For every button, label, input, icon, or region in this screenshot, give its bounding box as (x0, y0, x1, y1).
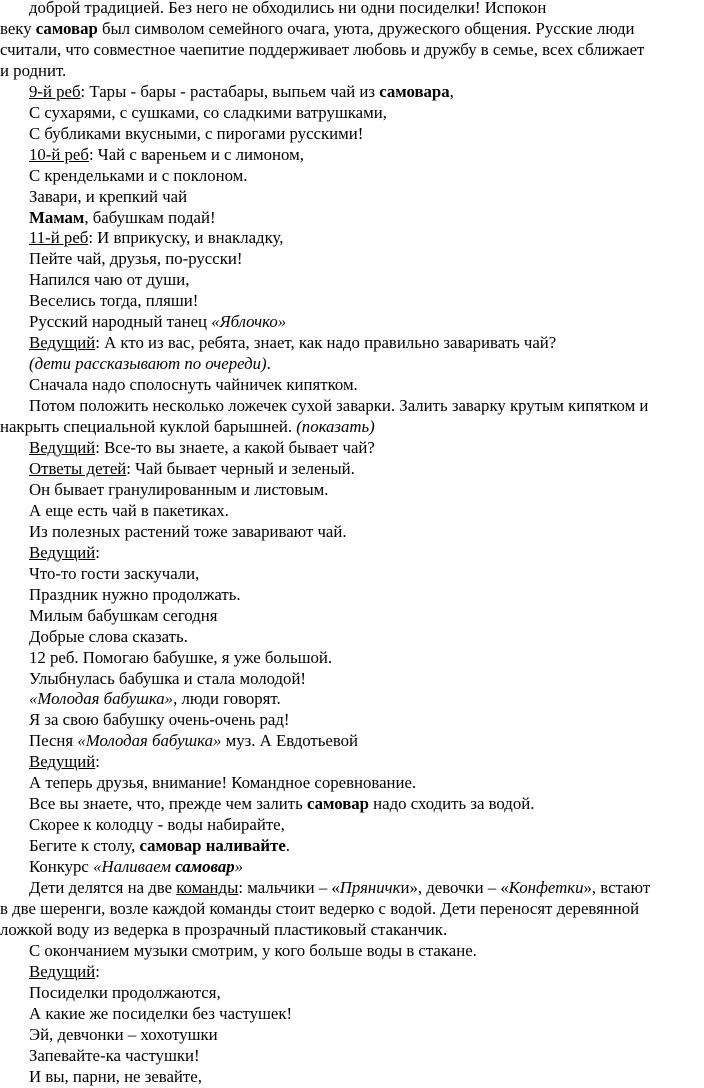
text-line (0, 480, 702, 501)
text-run: А какие же посиделки без частушек! (29, 1003, 293, 1023)
text-run: ложкой воду из ведерка в прозрачный пластиковый стаканчик. (0, 919, 448, 939)
text-run: С сухарями, с сушками, со сладкими ватрушками, (29, 102, 387, 122)
text-line (0, 0, 702, 19)
text-run: С бубликами вкусными, с пирогами русскими! (29, 123, 364, 143)
text-run: Завари, и крепкий чай (29, 186, 188, 206)
text-run: самовар (306, 794, 369, 814)
text-run: : (95, 542, 100, 562)
text-line (0, 375, 702, 396)
text-line (0, 815, 702, 836)
text-run: команды (176, 878, 239, 898)
text-line (0, 962, 702, 983)
text-run: : Тары - бары - растабары, выпьем чай из (80, 81, 380, 101)
text-run: надо сходить за водой. (368, 794, 535, 814)
text-line (0, 438, 702, 459)
text-run: », встают (583, 878, 651, 898)
text-line (0, 228, 702, 249)
text-line (0, 501, 702, 522)
text-line (0, 543, 702, 564)
text-run: самовар (35, 18, 98, 38)
text-line (0, 354, 702, 375)
text-run: «Молодая бабушка» (29, 689, 174, 709)
text-run: . (266, 354, 271, 374)
text-run: (показать) (296, 417, 375, 437)
text-run: А еще есть чай в пакетиках. (29, 500, 229, 520)
text-run: (дети рассказывают по очереди) (29, 354, 267, 374)
text-run: : Чай бывает черный и зеленый. (126, 458, 355, 478)
text-line (0, 627, 702, 648)
text-line (0, 648, 702, 669)
text-line (0, 794, 702, 815)
text-run: Я за свою бабушку очень-очень рад! (29, 710, 290, 730)
text-run: Потом положить несколько ложечек сухой заварки. Залить заварку крутым кипятком и (29, 396, 649, 416)
text-run: , бабушкам подай! (84, 207, 216, 227)
text-run: Ведущий (29, 333, 96, 353)
text-run: Из полезных растений тоже заваривают чай. (29, 521, 347, 541)
text-line (0, 878, 702, 899)
text-run: С крендельками и с поклоном. (29, 165, 248, 185)
text-run: А теперь друзья, внимание! Командное соревнование. (29, 773, 417, 793)
text-run: Добрые слова сказать. (29, 626, 188, 646)
text-run: . (285, 836, 290, 856)
text-line (0, 19, 702, 40)
text-run: самовар (175, 857, 235, 877)
text-run: Сначала надо сполоснуть чайничек кипятком. (29, 375, 358, 395)
text-run: С окончанием музыки смотрим, у кого больше воды в стакане. (29, 940, 477, 960)
text-line (0, 857, 702, 878)
text-run: считали, что совместное чаепитие поддерживает любовь и дружбу в семье, всех сближает (0, 39, 645, 59)
text-line (0, 1025, 702, 1046)
text-run: Эй, девчонки – хохотушки (29, 1024, 218, 1044)
text-run: И вы, парни, не зевайте, (29, 1066, 202, 1086)
text-run: Русский народный танец (29, 312, 212, 332)
text-run: «Яблочко» (211, 312, 287, 332)
text-run: Ответы детей (29, 458, 127, 478)
text-run: Мамам (29, 207, 85, 227)
text-run: 11-й реб (29, 228, 89, 248)
text-run: Песня (29, 731, 78, 751)
text-line (0, 983, 702, 1004)
text-run: : Чай с вареньем и с лимоном, (88, 144, 304, 164)
text-run: Праздник нужно продолжать. (29, 584, 241, 604)
text-line (0, 333, 702, 354)
text-run: доброй традицией. Без него не обходились ни одни посиделки! Испокон (29, 0, 547, 17)
text-run: 10-й реб (29, 144, 89, 164)
text-run: Пейте чай, друзья, по-русски! (29, 249, 243, 269)
text-run: муз. А Евдотьевой (221, 731, 359, 751)
text-line (0, 249, 702, 270)
text-run: Бегите к столу, (29, 836, 140, 856)
text-run: и роднит. (0, 60, 67, 80)
text-line (0, 941, 702, 962)
text-line (0, 836, 702, 857)
text-line (0, 899, 702, 920)
text-line (0, 291, 702, 312)
text-run: «Молодая бабушка» (77, 731, 222, 751)
text-line (0, 396, 702, 417)
text-line (0, 564, 702, 585)
text-line (0, 606, 702, 627)
text-run: : Все-то вы знаете, а какой бывает чай? (95, 438, 375, 458)
text-run: : И вприкуску, и внакладку, (88, 228, 284, 248)
text-line (0, 1004, 702, 1025)
text-run: Ведущий (29, 961, 96, 981)
text-line (0, 40, 702, 61)
text-run: Посиделки продолжаются, (29, 982, 221, 1002)
text-run: 12 реб. Помогаю бабушке, я уже большой. (29, 647, 333, 667)
text-run: Он бывает гранулированным и листовым. (29, 479, 329, 499)
text-line (0, 312, 702, 333)
text-line (0, 1046, 702, 1067)
text-line (0, 187, 702, 208)
text-run: Что-то гости заскучали, (29, 563, 200, 583)
text-run: Веселись тогда, пляши! (29, 291, 199, 311)
text-line (0, 710, 702, 731)
text-run: : (95, 752, 100, 772)
text-line (0, 103, 702, 124)
text-run: накрыть специальной куклой барышней. (0, 417, 297, 437)
text-run: Запевайте-ка частушки! (29, 1045, 200, 1065)
text-line (0, 270, 702, 291)
text-line (0, 752, 702, 773)
text-run: самовар наливайте (139, 836, 286, 856)
text-line (0, 124, 702, 145)
text-run: Напился чаю от души, (29, 270, 190, 290)
text-run: в две шеренги, возле каждой команды стоит ведерко с водой. Дети переносят деревянной (0, 898, 640, 918)
text-line (0, 1067, 702, 1088)
text-run: и», девочки – « (400, 878, 509, 898)
text-run: Дети делятся на две (29, 878, 177, 898)
text-run: Все вы знаете, что, прежде чем залить (29, 794, 307, 814)
text-run: , (449, 81, 454, 101)
text-line (0, 61, 702, 82)
text-run: «Наливаем (93, 857, 176, 877)
text-line (0, 82, 702, 103)
text-run: : мальчики – « (238, 878, 340, 898)
text-run: самовара (379, 81, 450, 101)
text-run: веку (0, 18, 36, 38)
text-run: » (234, 857, 244, 877)
text-line (0, 208, 702, 229)
text-line (0, 920, 702, 941)
text-line (0, 166, 702, 187)
text-run: Конкурс (29, 857, 94, 877)
text-run: Скорее к колодцу - воды набирайте, (29, 815, 285, 835)
text-run: Ведущий (29, 752, 96, 772)
text-run: : (95, 961, 100, 981)
text-run: : А кто из вас, ребята, знает, как надо правильно заваривать чай? (95, 333, 557, 353)
text-line (0, 773, 702, 794)
text-line (0, 585, 702, 606)
text-line (0, 731, 702, 752)
text-line (0, 669, 702, 690)
text-run: Ведущий (29, 438, 96, 458)
text-run: был символом семейного очага, уюта, дружеского общения. Русские люди (97, 18, 635, 38)
text-run: Улыбнулась бабушка и стала молодой! (29, 668, 307, 688)
text-run: Ведущий (29, 542, 96, 562)
text-run: 9-й реб (29, 81, 81, 101)
text-line (0, 459, 702, 480)
text-line (0, 145, 702, 166)
text-line (0, 417, 702, 438)
text-line (0, 689, 702, 710)
text-run: Конфетки (508, 878, 584, 898)
text-line (0, 522, 702, 543)
text-run: Милым бабушкам сегодня (29, 605, 218, 625)
text-run: , люди говорят. (173, 689, 281, 709)
text-run: Пряничк (339, 878, 401, 898)
